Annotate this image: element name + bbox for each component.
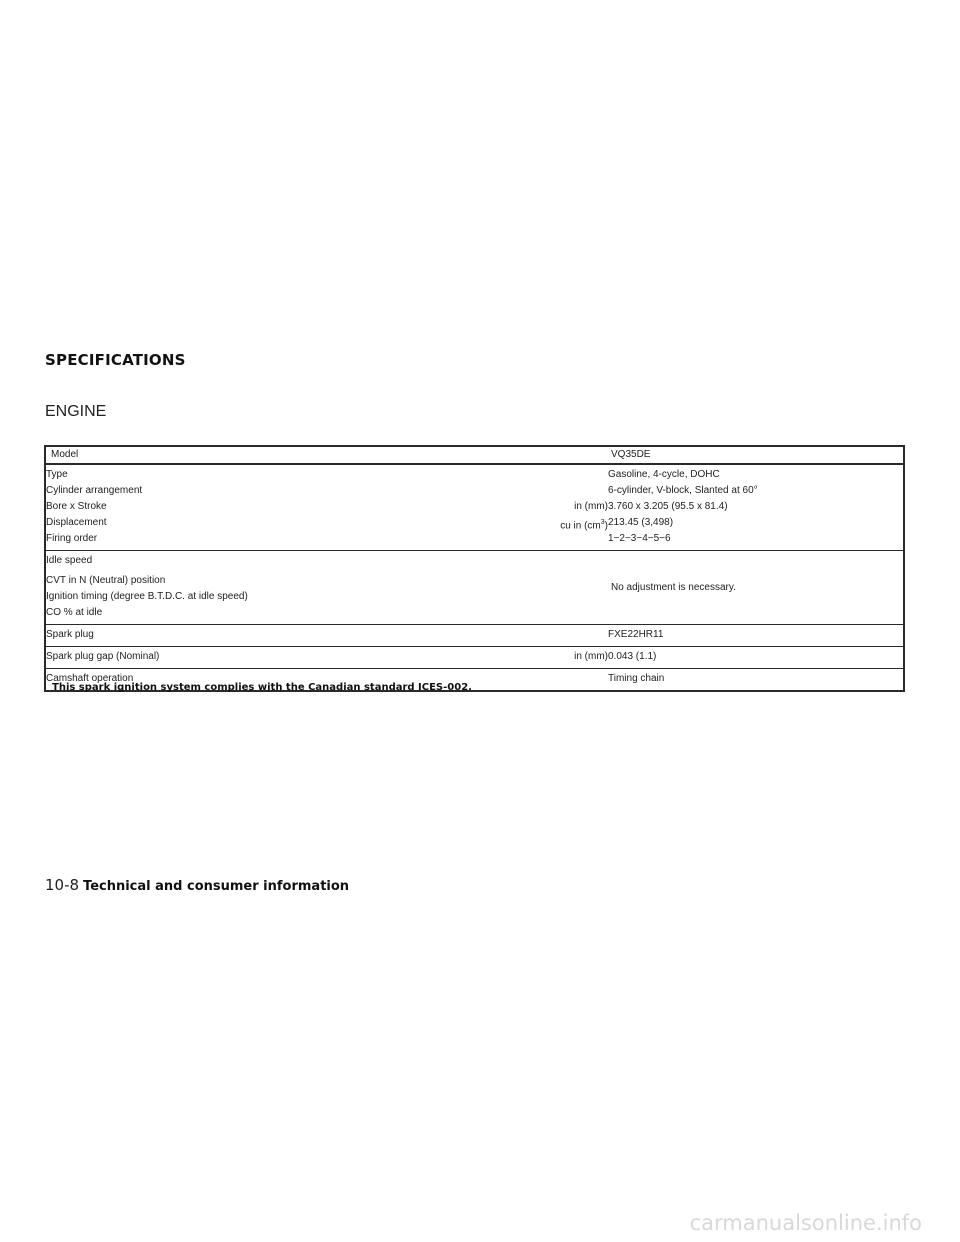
displacement-label: Displacement: [46, 517, 107, 528]
camshaft-label: Camshaft operation: [46, 673, 134, 684]
idle-speed-label: Idle speed: [46, 555, 93, 566]
displacement-value: 213.45 (3,498): [608, 517, 674, 528]
bore-stroke-unit: in (mm): [574, 501, 608, 512]
engine-spec-table: [44, 445, 905, 692]
page-number: 10-8: [45, 876, 80, 894]
spark-plug-value: FXE22HR11: [608, 629, 664, 640]
spark-gap-unit: in (mm): [574, 651, 608, 662]
spark-gap-label: Spark plug gap (Nominal): [46, 651, 160, 662]
type-label: Type: [46, 469, 68, 480]
co-label: CO % at idle: [46, 607, 103, 618]
spark-plug-label: Spark plug: [46, 629, 94, 640]
cylinder-value: 6-cylinder, V-block, Slanted at 60°: [608, 485, 758, 496]
firing-order-value: 1−2−3−4−5−6: [608, 533, 671, 544]
idle-value: No adjustment is necessary.: [611, 581, 736, 593]
page-footer: [45, 876, 349, 894]
cvt-label: CVT in N (Neutral) position: [46, 575, 166, 586]
bore-stroke-value: 3.760 x 3.205 (95.5 x 81.4): [608, 501, 728, 512]
table-row-idle: [46, 551, 903, 625]
table-footnote: This spark ignition system complies with the Canadian standard ICES-002.: [52, 682, 472, 693]
bore-stroke-label: Bore x Stroke: [46, 501, 107, 512]
table-row-spark-gap: [46, 647, 903, 669]
type-value: Gasoline, 4-cycle, DOHC: [608, 469, 720, 480]
model-label: Model: [51, 449, 79, 460]
table-row-model: [46, 447, 903, 465]
watermark: carmanualsonline.info: [689, 1211, 922, 1235]
section-title: SPECIFICATIONS: [45, 351, 186, 369]
displacement-unit: cu in $(cm^3)$: [560, 519, 608, 532]
firing-order-label: Firing order: [46, 533, 98, 544]
spark-gap-value: 0.043 (1.1): [608, 651, 657, 662]
table-row-general: [46, 465, 903, 551]
subsection-title: ENGINE: [45, 403, 107, 420]
model-value: VQ35DE: [611, 449, 651, 460]
camshaft-value: Timing chain: [608, 673, 665, 684]
chapter-title: Technical and consumer information: [83, 879, 350, 894]
cylinder-label: Cylinder arrangement: [46, 485, 143, 496]
ignition-timing-label: Ignition timing (degree B.T.D.C. at idle speed): [46, 591, 248, 602]
table-row-spark-plug: [46, 625, 903, 647]
